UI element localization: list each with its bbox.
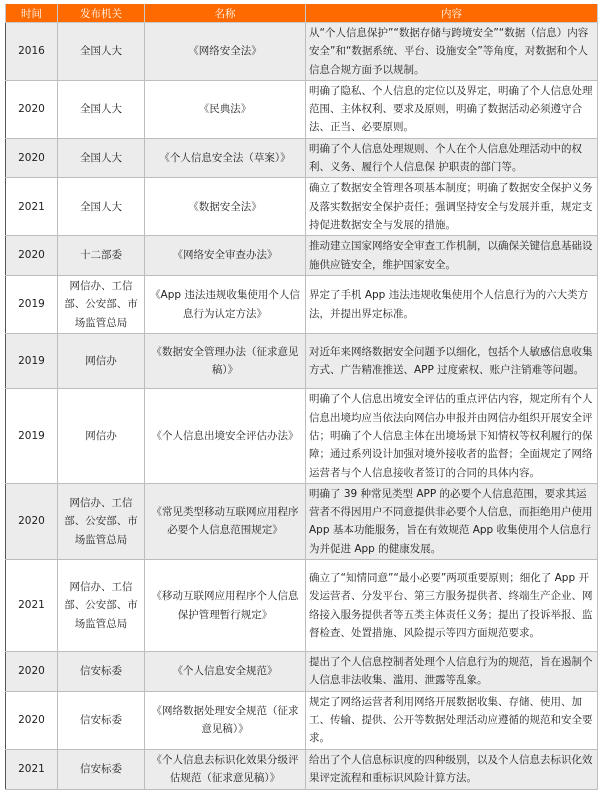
cell-name: 《App 违法违规收集使用个人信息行为认定方法》 xyxy=(145,275,306,334)
table-row xyxy=(6,560,598,652)
table-row xyxy=(6,691,598,749)
cell-agency: 网信办、工信部、公安部、市场监管总局 xyxy=(58,560,145,652)
header-name: 名称 xyxy=(145,4,306,23)
cell-year: 2016 xyxy=(6,23,58,81)
cell-content: 推动建立国家网络安全审查工作机制，以确保关键信息基础设施供应链安全，维护国家安全。 xyxy=(306,236,598,276)
cell-content: 对近年来网络数据安全问题予以细化，包括个人敏感信息收集方式、广告精准推送、APP 过度索权、账户注销难等问题。 xyxy=(306,334,598,389)
cell-agency: 信安标委 xyxy=(58,691,145,749)
cell-year: 2019 xyxy=(6,275,58,334)
cell-name: 《个人信息去标识化效果分级评估规范（征求意见稿）》 xyxy=(145,749,306,789)
table-row xyxy=(6,275,598,334)
cell-content: 提出了个人信息控制者处理个人信息行为的规范，旨在遏制个人信息非法收集、滥用、泄露等乱象。 xyxy=(306,652,598,692)
cell-name: 《民典法》 xyxy=(145,80,306,138)
cell-year: 2020 xyxy=(6,652,58,692)
cell-year: 2020 xyxy=(6,691,58,749)
regulations-table xyxy=(5,4,598,790)
table-row xyxy=(6,483,598,559)
header-agency: 发布机关 xyxy=(58,4,145,23)
cell-agency: 全国人大 xyxy=(58,23,145,81)
cell-content: 从“个人信息保护”“数据存储与跨境安全”“数据（信息）内容安全”和“数据系统、平台、设施安全”等角度，对数据和个人信息合规方面予以规制。 xyxy=(306,23,598,81)
cell-agency: 全国人大 xyxy=(58,138,145,178)
cell-agency: 网信办、工信部、公安部、市场监管总局 xyxy=(58,275,145,334)
cell-year: 2020 xyxy=(6,80,58,138)
cell-name: 《数据安全管理办法（征求意见稿）》 xyxy=(145,334,306,389)
cell-agency: 十二部委 xyxy=(58,236,145,276)
cell-content: 确立了“知情同意”“最小必要”两项重要原则；细化了 App 开发运营者、分发平台、第三方服务提供者、终端生产企业、网络接入服务提供者等五类主体责任义务；提出了投诉举报、监督检查、处置措施、风险提示等四方面规范要求。 xyxy=(306,560,598,652)
cell-content: 明确了个人信息处理规则、个人在个人信息处理活动中的权利、义务、履行个人信息保 护职责的部门等。 xyxy=(306,138,598,178)
cell-agency: 信安标委 xyxy=(58,652,145,692)
table-row xyxy=(6,334,598,389)
cell-year: 2019 xyxy=(6,334,58,389)
cell-content: 明确了个人信息出境安全评估的重点评估内容，规定所有个人信息出境均应当依法向网信办申报并由网信办组织开展安全评估；明确了个人信息主体在出境场景下知情权等权利履行的保障；通过系列设计加强对境外接收者的监督；全面规定了网络运营者与个人信息接收者签订的合同的具体内容。 xyxy=(306,389,598,483)
cell-name: 《个人信息安全法（草案）》 xyxy=(145,138,306,178)
cell-agency: 网信办、工信部、公安部、市场监管总局 xyxy=(58,483,145,559)
cell-year: 2020 xyxy=(6,138,58,178)
table-row xyxy=(6,80,598,138)
cell-name: 《网络安全法》 xyxy=(145,23,306,81)
cell-content: 规定了网络运营者利用网络开展数据收集、存储、使用、加工、传输、提供、公开等数据处理活动应遵循的规范和安全要求。 xyxy=(306,691,598,749)
header-content: 内容 xyxy=(306,4,598,23)
cell-content: 给出了个人信息标识度的四种级别，以及个人信息去标识化效果评定流程和重标识风险计算方法。 xyxy=(306,749,598,789)
cell-agency: 网信办 xyxy=(58,389,145,483)
cell-name: 《常见类型移动互联网应用程序必要个人信息范围规定》 xyxy=(145,483,306,559)
cell-agency: 全国人大 xyxy=(58,80,145,138)
cell-content: 明确了隐私、个人信息的定位以及界定，明确了个人信息处理范围、主体权利、要求及原则，明确了数据活动必须遵守合法、正当、必要原则。 xyxy=(306,80,598,138)
table-row xyxy=(6,652,598,692)
cell-year: 2019 xyxy=(6,389,58,483)
table-row xyxy=(6,23,598,81)
cell-content: 确立了数据安全管理各项基本制度；明确了数据安全保护义务及落实数据安全保护责任；强调坚持安全与发展并重，规定支持促进数据安全与发展的措施。 xyxy=(306,178,598,236)
cell-agency: 信安标委 xyxy=(58,749,145,789)
cell-year: 2021 xyxy=(6,560,58,652)
cell-year: 2021 xyxy=(6,178,58,236)
cell-year: 2020 xyxy=(6,483,58,559)
cell-name: 《数据安全法》 xyxy=(145,178,306,236)
cell-agency: 全国人大 xyxy=(58,178,145,236)
cell-name: 《移动互联网应用程序个人信息保护管理暂行规定》 xyxy=(145,560,306,652)
cell-name: 《网络数据处理安全规范（征求意见稿）》 xyxy=(145,691,306,749)
cell-name: 《个人信息出境安全评估办法》 xyxy=(145,389,306,483)
cell-name: 《个人信息安全规范》 xyxy=(145,652,306,692)
table-header-row xyxy=(6,4,598,23)
cell-year: 2021 xyxy=(6,749,58,789)
table-row xyxy=(6,389,598,483)
table-row xyxy=(6,236,598,276)
cell-agency: 网信办 xyxy=(58,334,145,389)
table-row xyxy=(6,749,598,789)
header-year: 时间 xyxy=(6,4,58,23)
table-row xyxy=(6,138,598,178)
table-row xyxy=(6,178,598,236)
cell-content: 明确了 39 种常见类型 APP 的必要个人信息范围，要求其运营者不得因用户不同意提供非必要个人信息，而拒绝用户使用 App 基本功能服务，旨在有效规范 App 收集使用个人信息行为并促进 App 的健康发展。 xyxy=(306,483,598,559)
cell-content: 界定了手机 App 违法违规收集使用个人信息行为的六大类方法，并提出界定标准。 xyxy=(306,275,598,334)
cell-name: 《网络安全审查办法》 xyxy=(145,236,306,276)
cell-year: 2020 xyxy=(6,236,58,276)
